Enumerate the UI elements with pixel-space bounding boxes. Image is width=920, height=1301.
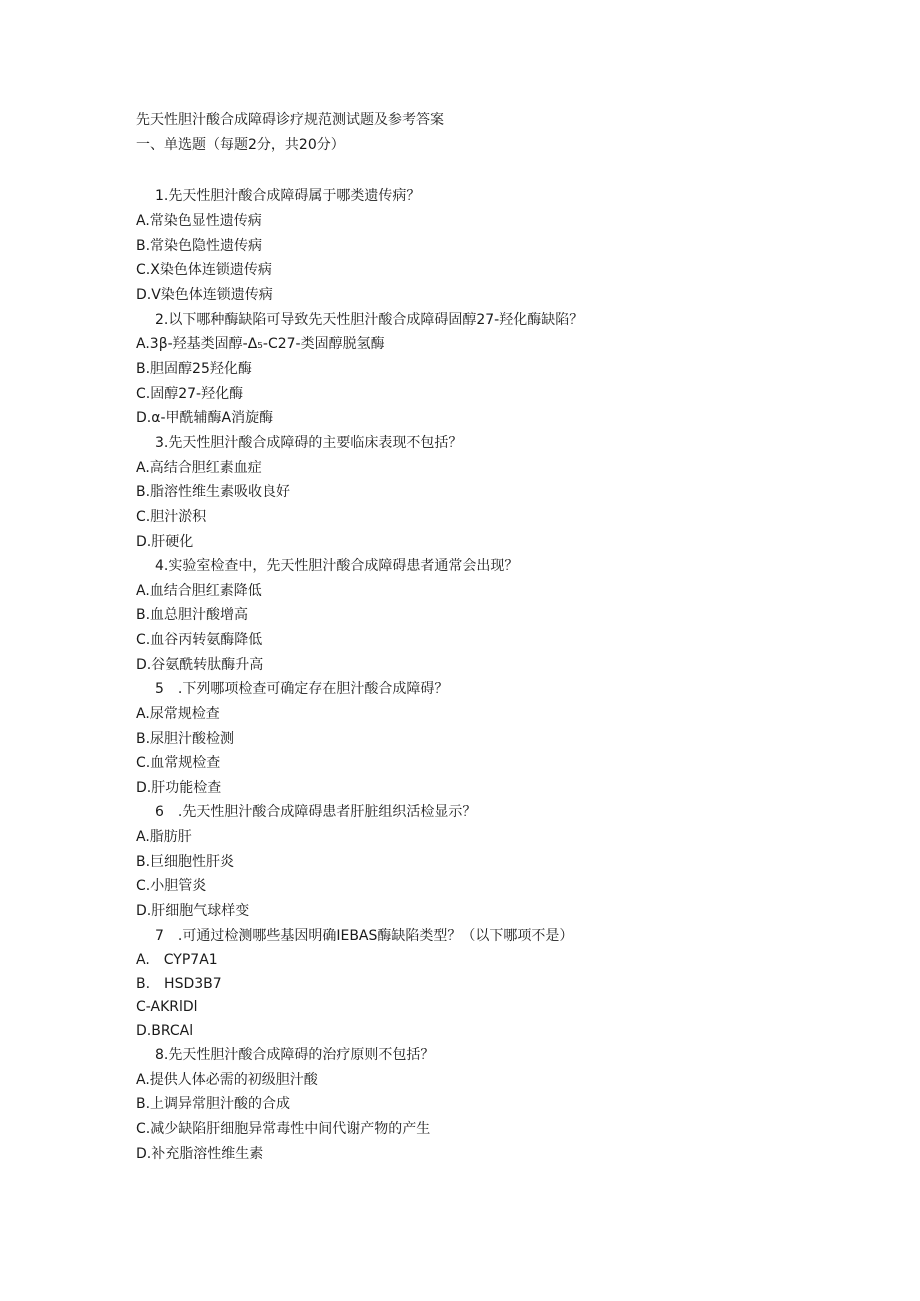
option-c: C.小胆管炎 [136,878,207,894]
option-d: D.肝硬化 [136,534,194,550]
option-d: D.谷氨酰转肽酶升高 [136,657,264,673]
option-d: D.肝功能检查 [136,780,222,796]
option-a: A.提供人体必需的初级胆汁酸 [136,1072,318,1088]
option-c: C.X染色体连锁遗传病 [136,262,272,278]
question-stem: 4.实验室检查中，先天性胆汁酸合成障碍患者通常会出现？ [155,558,519,574]
option-d: D.α-甲酰辅酶A消旋酶 [136,410,274,426]
option-b: B.巨细胞性肝炎 [136,854,235,870]
option-a: A.常染色显性遗传病 [136,213,262,229]
option-a: A.尿常规检查 [136,706,220,722]
option-d: D.补充脂溶性维生素 [136,1146,264,1162]
option-b: B.脂溶性维生素吸收良好 [136,484,291,500]
question-stem: 2.以下哪种酶缺陷可导致先天性胆汁酸合成障碍固醇27-羟化酶缺陷？ [155,312,584,328]
question-stem: 7 .可通过检测哪些基因明确IEBAS酶缺陷类型？（以下哪项不是） [155,928,574,944]
option-b: B.尿胆汁酸检测 [136,731,235,747]
option-c: C.减少缺陷肝细胞异常毒性中间代谢产物的产生 [136,1121,431,1137]
option-d: D.V染色体连锁遗传病 [136,287,273,303]
question-stem: 8.先天性胆汁酸合成障碍的治疗原则不包括？ [155,1047,435,1063]
option-b: B.血总胆汁酸增高 [136,607,249,623]
option-b: B. HSD3B7 [136,976,222,992]
option-a: A.高结合胆红素血症 [136,460,262,476]
option-a: A.血结合胆红素降低 [136,583,262,599]
option-b: B.胆固醇25羟化酶 [136,361,252,377]
option-c: C.固醇27-羟化酶 [136,386,244,402]
question-stem: 5 .下列哪项检查可确定存在胆汁酸合成障碍？ [155,681,449,697]
document-title: 先天性胆汁酸合成障碍诊疗规范测试题及参考答案 [136,112,444,128]
option-b: B.上调异常胆汁酸的合成 [136,1096,291,1112]
option-d: D.肝细胞气球样变 [136,903,250,919]
question-stem: 6 .先天性胆汁酸合成障碍患者肝脏组织活检显示？ [155,804,477,820]
section-heading: 一、单选题（每题2分，共20分） [136,137,345,153]
option-b: B.常染色隐性遗传病 [136,238,263,254]
option-d: D.BRCAl [136,1023,194,1039]
option-c: C-AKRlDl [136,999,198,1015]
option-a: A. CYP7A1 [136,952,218,968]
question-stem: 1.先天性胆汁酸合成障碍属于哪类遗传病？ [155,188,421,204]
option-a: A.3β-羟基类固醇-Δ₅-C27-类固醇脱氢酶 [136,336,385,352]
option-c: C.血常规检查 [136,755,221,771]
option-c: C.血谷丙转氨酶降低 [136,632,263,648]
option-a: A.脂肪肝 [136,829,192,845]
option-c: C.胆汁淤积 [136,509,207,525]
question-stem: 3.先天性胆汁酸合成障碍的主要临床表现不包括？ [155,435,463,451]
